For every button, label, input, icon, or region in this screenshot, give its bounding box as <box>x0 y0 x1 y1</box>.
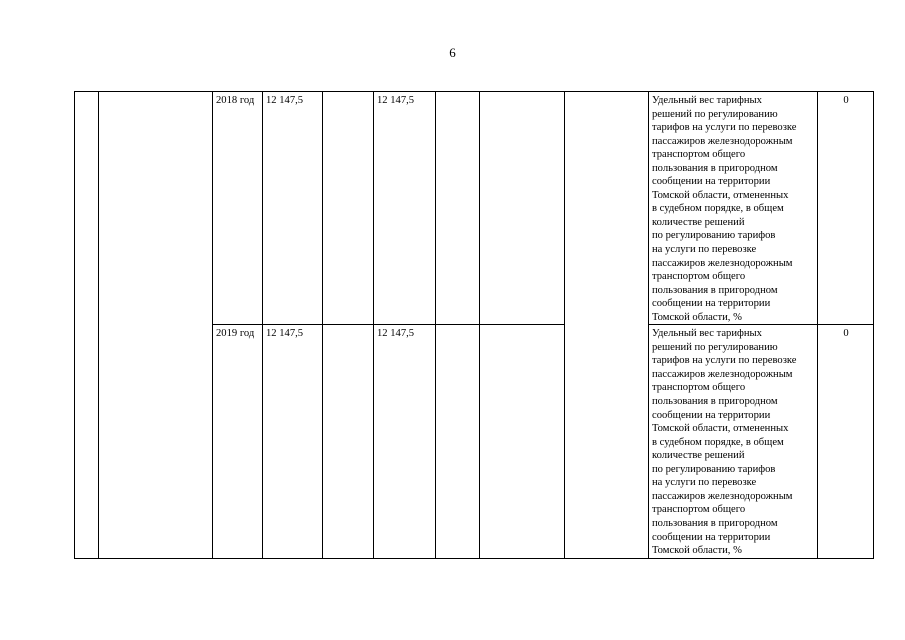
page-number: 6 <box>449 45 456 60</box>
extra-budget-cell <box>480 325 565 558</box>
regional-budget-cell: 12 147,5 <box>374 325 436 558</box>
indicator-value-cell: 0 <box>818 92 874 325</box>
indicator-cell: Удельный вес тарифных решений по регулированию тарифов на услуги по перевозке пассажиров железнодорожным транспортом общего пользования в пригородном сообщении на территории Томской области, отмененных в судебном порядке, в общем количестве решений по регулированию тарифов на услуги по перевозке пассажиров железнодорожным транспортом общего пользования в пригородном сообщении на территории Томской области, % <box>649 92 818 325</box>
executor-cell <box>565 92 649 325</box>
indicator-value-cell: 0 <box>818 325 874 558</box>
regional-budget-cell: 12 147,5 <box>374 92 436 325</box>
table-row <box>75 325 874 558</box>
year-cell: 2019 год <box>213 325 263 558</box>
total-amount-cell: 12 147,5 <box>263 92 323 325</box>
indicator-cell: Удельный вес тарифных решений по регулированию тарифов на услуги по перевозке пассажиров железнодорожным транспортом общего пользования в пригородном сообщении на территории Томской области, отмененных в судебном порядке, в общем количестве решений по регулированию тарифов на услуги по перевозке пассажиров железнодорожным транспортом общего пользования в пригородном сообщении на территории Томской области, % <box>649 325 818 558</box>
local-budget-cell <box>436 92 480 325</box>
year-cell: 2018 год <box>213 92 263 325</box>
task-cell <box>99 92 213 325</box>
task-cell <box>99 325 213 558</box>
federal-budget-cell <box>323 92 374 325</box>
executor-cell <box>565 325 649 558</box>
number-cell <box>75 92 99 325</box>
number-cell <box>75 325 99 558</box>
federal-budget-cell <box>323 325 374 558</box>
local-budget-cell <box>436 325 480 558</box>
program-table <box>74 91 874 559</box>
total-amount-cell: 12 147,5 <box>263 325 323 558</box>
table-row <box>75 92 874 325</box>
extra-budget-cell <box>480 92 565 325</box>
